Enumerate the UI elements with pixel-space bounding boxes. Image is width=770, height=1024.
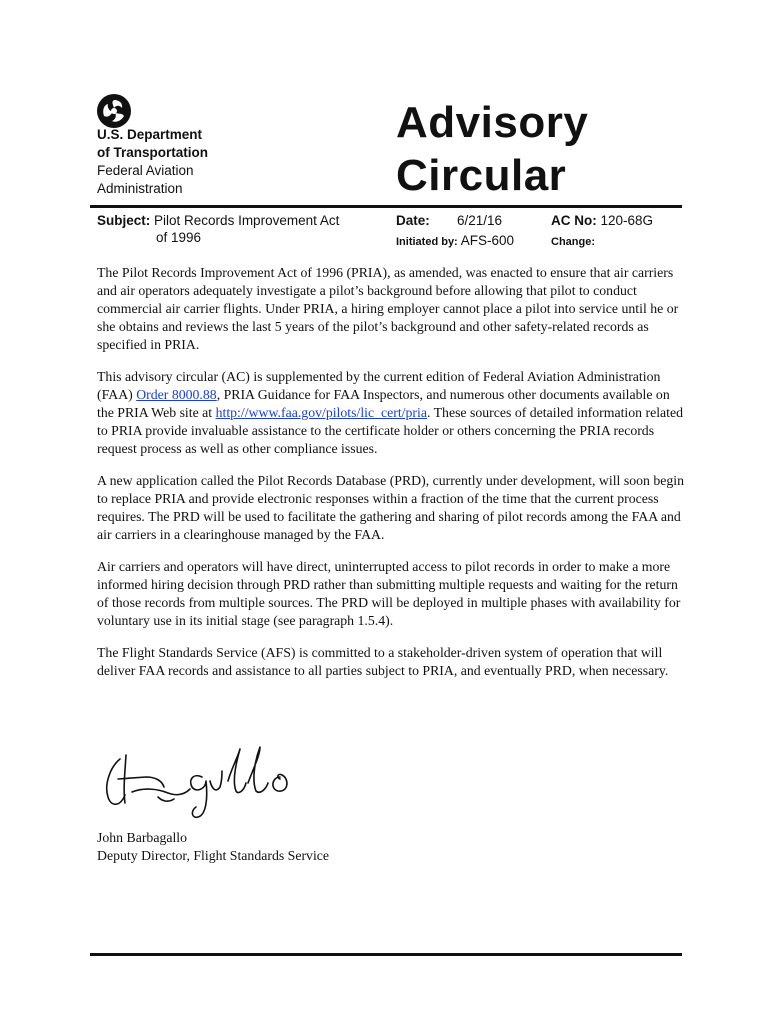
subject-label: Subject: [97,213,151,228]
agency-line-2: Administration [97,181,183,196]
department-block [97,126,208,198]
document-title [396,96,588,202]
change-label: Change: [551,236,595,248]
body-text [97,264,687,694]
dept-line-1: U.S. Department [97,127,203,142]
footer-divider [90,953,682,956]
pria-website-link[interactable]: http://www.faa.gov/pilots/lic_cert/pria [215,405,427,420]
subject-value-line-1: Pilot Records Improvement Act [154,213,340,228]
date-value: 6/21/16 [457,213,503,228]
ac-number-field [551,212,653,230]
paragraph-1: The Pilot Records Improvement Act of 1996 (PRIA), as amended, was enacted to ensure that air carriers and air operators adequately investigate a pilot’s background before allowing that pilot to conduct commercial air carrier flights. Under PRIA, a hiring employer cannot place a pilot into service until he or she obtains and reviews the last 5 years of the pilot’s background and other safety-related records as specified in PRIA. [97,265,679,352]
header-divider [90,205,682,208]
dept-line-2: of Transportation [97,145,208,160]
initiated-by-value: AFS-600 [460,233,515,248]
agency-line-1: Federal Aviation [97,163,194,178]
ac-number-label: AC No: [551,213,597,228]
signer-name: John Barbagallo [97,830,188,845]
dot-logo-icon [96,93,132,129]
date-label: Date: [396,213,430,228]
change-field [551,232,595,251]
signer-title: Deputy Director, Flight Standards Service [97,848,330,863]
paragraph-5: The Flight Standards Service (AFS) is committed to a stakeholder-driven system of operation that will deliver FAA records and assistance to all parties subject to PRIA, and eventually PRD, when necessary. [97,645,669,678]
paragraph-4: Air carriers and operators will have direct, uninterrupted access to pilot records in order to make a more informed hiring decision through PRD rather than submitting multiple requests and waiting for the return of those records from multiple sources. The PRD will be deployed in multiple phases with availability for voluntary use in its initial stage (see paragraph 1.5.4). [97,559,681,628]
initiated-by-field [396,232,514,251]
initiated-by-label: Initiated by: [396,236,458,248]
order-8000-88-link[interactable]: Order 8000.88 [136,387,217,402]
subject-value-line-2: of 1996 [156,230,202,245]
signer-block [97,829,329,865]
handwritten-signature-icon [98,737,328,822]
title-line-1: Advisory [396,98,589,147]
subject-field [97,212,339,230]
ac-number-value: 120-68G [600,213,654,228]
title-line-2: Circular [396,151,567,200]
paragraph-3: A new application called the Pilot Records Database (PRD), currently under development, will soon begin to replace PRIA and provide electronic responses within a fraction of the time that the current process requires. The PRD will be used to facilitate the gathering and sharing of pilot records among the FAA and air carriers in a clearinghouse managed by the FAA. [97,473,684,542]
paragraph-2: This advisory circular (AC) is supplemented by the current edition of Federal Aviation Administration (FAA) Order 8000.88, PRIA Guidance for FAA Inspectors, and numerous other documents available on the PRIA Web site at http://www.faa.gov/pilots/lic_cert/pria. These sources of detailed information related to PRIA provide invaluable assistance to the certificate holder or others concerning the PRIA records request process as well as other compliance issues. [97,369,684,456]
